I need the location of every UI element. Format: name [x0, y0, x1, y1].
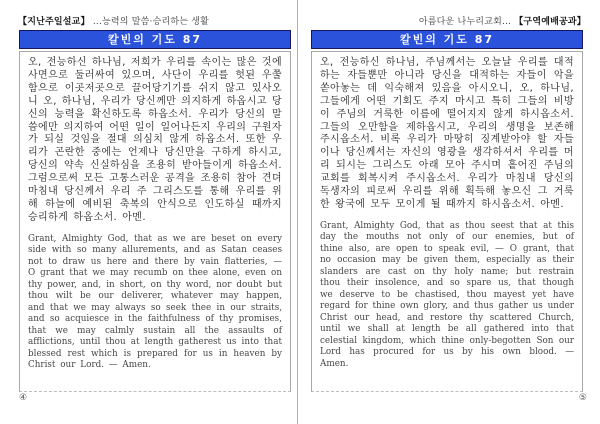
running-header-right-text: 아름다운 나누리교회...: [418, 17, 515, 27]
running-header-right-bracket: 【구역예배공과】: [514, 17, 586, 27]
left-english-prayer-text: Grant, Almighty God, that as we are beset on every side with so many allurements, and as Satan ceases not to draw us here and there by vain flatteries, — O grant that we may recumb on thee alone, even on thy power, and, in short, on thy word, nor doubt but thou wilt be our deliverer, whatever may happen, and that we may always so seek thee in our straits, and so acquiesce in the faithfulness of thy promises, that we may calmly sustain all the assaults of afflictions, until thou at length gatherest us into that blessed rest which is prepared for us in heaven by Christ our Lord. — Amen.: [28, 233, 282, 371]
running-header-left-text: ...능력의 말씀·승리하는 생활: [89, 17, 210, 27]
running-header-left: [18, 14, 209, 27]
running-header-right: [419, 14, 586, 27]
right-page: [311, 30, 583, 392]
left-korean-prayer-text: 오, 전능하신 하나님, 저희가 우리를 속이는 많은 것에 사면으로 둘러싸여 있으며, 사단이 우리를 헛된 우쭐함으로 이곳저곳으로 끌어당기기를 쉬지 않고 있사오니 오, 하나님, 우리가 당신께만 의지하게 하옵시고 당신의 능력을 확신하도록 하옵소서. 우리가 당신의 말씀에만 의지하여 어떤 일이 일어나든지 우리의 구원자가 되실 것임을 절대 의심치 않게 하옵소서. 또한 우리가 곤란한 중에는 언제나 당신만을 구하게 하시고, 당신의 약속 신실하심을 조용히 받아들이게 하옵소서. 그럼으로써 모든 고통스러운 공격을 조용히 참아 견뎌 마침내 당신께서 우리 주 그리스도를 통해 우리를 위해 하늘에 예비된 축복의 안식으로 인도하실 때까지 승리하게 하옵소서. 아멘.: [28, 57, 282, 223]
right-english-prayer-text: Grant, Almighty God, that as thou seest that at this day the mouths not only of our enemies, but of thine also, are open to speak evil, — O grant, that no occasion may be given them, especially as their slanders are cast on thy holy name; but restrain thou their insolence, and so spare us, that though we deserve to be chastised, thou mayest yet have regard for thine own glory, and thus gather us under Christ our head, and restore thy scattered Church, until we shall at length be all gathered into that celestial kingdom, which thine only-begotten Son our Lord has procured for us by his own blood. — Amen.: [320, 220, 574, 369]
running-header-left-bracket: 【지난주일설교】: [18, 17, 90, 27]
left-prayer-box: [19, 51, 291, 392]
right-prayer-box: [311, 51, 583, 392]
left-page-number: ④: [19, 393, 28, 403]
right-page-number: ⑤: [578, 393, 587, 403]
left-page: [19, 30, 291, 392]
left-page-title-bar: 칼빈의 기도 87: [19, 30, 291, 49]
page-fold-divider: [297, 0, 298, 424]
right-korean-prayer-text: 오, 전능하신 하나님, 주님께서는 오늘날 우리를 대적하는 자들뿐만 아니라 당신을 대적하는 자들이 악을 쏟아놓는 데 익숙해져 있음을 아시오니, 오, 하나님, 그들에게 어떤 기회도 주지 마시고 특히 그들의 비방이 주님의 거룩한 이름에 떨어지지 않게 하시옵소서. 그들의 오만함을 제하옵시고, 우리의 생명을 보존해 주시옵소서. 비록 우리가 마땅히 징계받아야 할 자들이나 당신께서는 자신의 영광을 생각하셔서 우리를 머리 되시는 그리스도 아래 모아 주시며 흩어진 주님의 교회를 회복시켜 주시옵소서. 우리가 마침내 당신의 독생자의 피로써 우리를 위해 획득해 놓으신 그 거룩한 왕국에 모두 모이게 될 때까지 하시옵소서. 아멘.: [320, 57, 574, 210]
right-page-title-bar: 칼빈의 기도 87: [311, 30, 583, 49]
